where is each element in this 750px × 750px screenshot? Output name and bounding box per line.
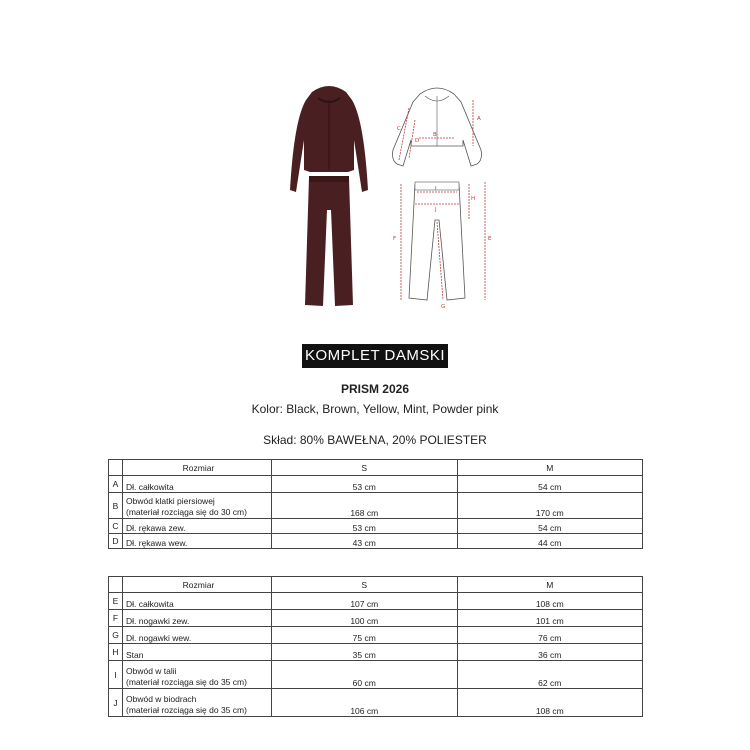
diagram-letter-j: J <box>435 207 437 213</box>
row-value-s: 35 cm <box>272 644 458 661</box>
row-letter: G <box>109 627 123 644</box>
diagram-letter-a: A <box>477 116 481 122</box>
row-value-m: 108 cm <box>457 593 643 610</box>
row-label: Obwód w talii <box>126 666 177 676</box>
row-label: Dł. rękawa zew. <box>123 519 272 534</box>
row-label: Obwód w biodrach <box>126 694 197 704</box>
header-cell-s: S <box>272 577 458 593</box>
table-row <box>109 644 643 661</box>
row-letter: E <box>109 593 123 610</box>
table-row <box>109 476 643 493</box>
bottom-size-table <box>108 576 643 717</box>
row-value-m: 54 cm <box>457 476 643 493</box>
row-value-m: 76 cm <box>457 627 643 644</box>
row-label-note: (materiał rozciąga się do 35 cm) <box>126 677 247 687</box>
row-letter: F <box>109 610 123 627</box>
header-cell-m: M <box>457 577 643 593</box>
row-value-s: 106 cm <box>272 689 458 717</box>
row-value-s: 107 cm <box>272 593 458 610</box>
diagram-letter-d: D <box>415 138 420 144</box>
row-value-s: 168 cm <box>272 493 458 519</box>
top-size-table <box>108 459 643 549</box>
header-cell-s: S <box>272 460 458 476</box>
row-letter: B <box>109 493 123 519</box>
product-title: KOMPLET DAMSKI <box>302 344 448 368</box>
row-value-m: 44 cm <box>457 534 643 549</box>
row-label: Dł. całkowita <box>123 476 272 493</box>
diagram-letter-c: C <box>397 126 401 132</box>
row-label-note: (materiał rozciąga się do 35 cm) <box>126 705 247 715</box>
row-letter: H <box>109 644 123 661</box>
table-row <box>109 610 643 627</box>
table-row <box>109 519 643 534</box>
diagram-letter-b: B <box>433 132 437 138</box>
row-value-m: 62 cm <box>457 661 643 689</box>
row-value-s: 53 cm <box>272 476 458 493</box>
row-letter: A <box>109 476 123 493</box>
row-label: Dł. nogawki zew. <box>123 610 272 627</box>
row-label: Dł. całkowita <box>123 593 272 610</box>
row-value-s: 75 cm <box>272 627 458 644</box>
diagram-letter-h: H <box>471 196 476 202</box>
measurement-diagram <box>385 80 510 312</box>
table-row <box>109 661 643 689</box>
row-value-m: 170 cm <box>457 493 643 519</box>
row-value-m: 108 cm <box>457 689 643 717</box>
diagram-letter-f: F <box>393 236 397 242</box>
diagram-letter-g: G <box>441 304 446 310</box>
table-row <box>109 627 643 644</box>
header-cell-blank <box>109 577 123 593</box>
row-value-s: 100 cm <box>272 610 458 627</box>
table-header-row <box>109 460 643 476</box>
row-letter: C <box>109 519 123 534</box>
header-cell-blank <box>109 460 123 476</box>
row-label-group <box>123 689 272 717</box>
row-label-note: (materiał rozciąga się do 30 cm) <box>126 507 247 517</box>
composition-line: Skład: 80% BAWEŁNA, 20% POLIESTER <box>263 433 487 447</box>
product-photo <box>282 80 377 312</box>
table-row <box>109 534 643 549</box>
row-letter: D <box>109 534 123 549</box>
header-cell-m: M <box>457 460 643 476</box>
header-cell-size: Rozmiar <box>123 577 272 593</box>
row-value-s: 53 cm <box>272 519 458 534</box>
model-name: PRISM 2026 <box>340 382 410 396</box>
colors-line: Kolor: Black, Brown, Yellow, Mint, Powder pink <box>251 402 499 416</box>
row-label: Stan <box>123 644 272 661</box>
header-cell-size: Rozmiar <box>123 460 272 476</box>
row-letter: I <box>109 661 123 689</box>
row-value-s: 60 cm <box>272 661 458 689</box>
row-letter: J <box>109 689 123 717</box>
row-label: Obwód klatki piersiowej <box>126 496 215 506</box>
table-row <box>109 593 643 610</box>
row-value-m: 54 cm <box>457 519 643 534</box>
row-value-m: 101 cm <box>457 610 643 627</box>
row-value-s: 43 cm <box>272 534 458 549</box>
row-value-m: 36 cm <box>457 644 643 661</box>
diagram-letter-e: E <box>488 236 492 242</box>
row-label: Dł. nogawki wew. <box>123 627 272 644</box>
row-label-group <box>123 661 272 689</box>
diagram-letter-i: I <box>435 186 437 192</box>
table-row <box>109 689 643 717</box>
table-row <box>109 493 643 519</box>
row-label-group <box>123 493 272 519</box>
table-header-row <box>109 577 643 593</box>
row-label: Dł. rękawa wew. <box>123 534 272 549</box>
pants-shape <box>305 178 353 306</box>
